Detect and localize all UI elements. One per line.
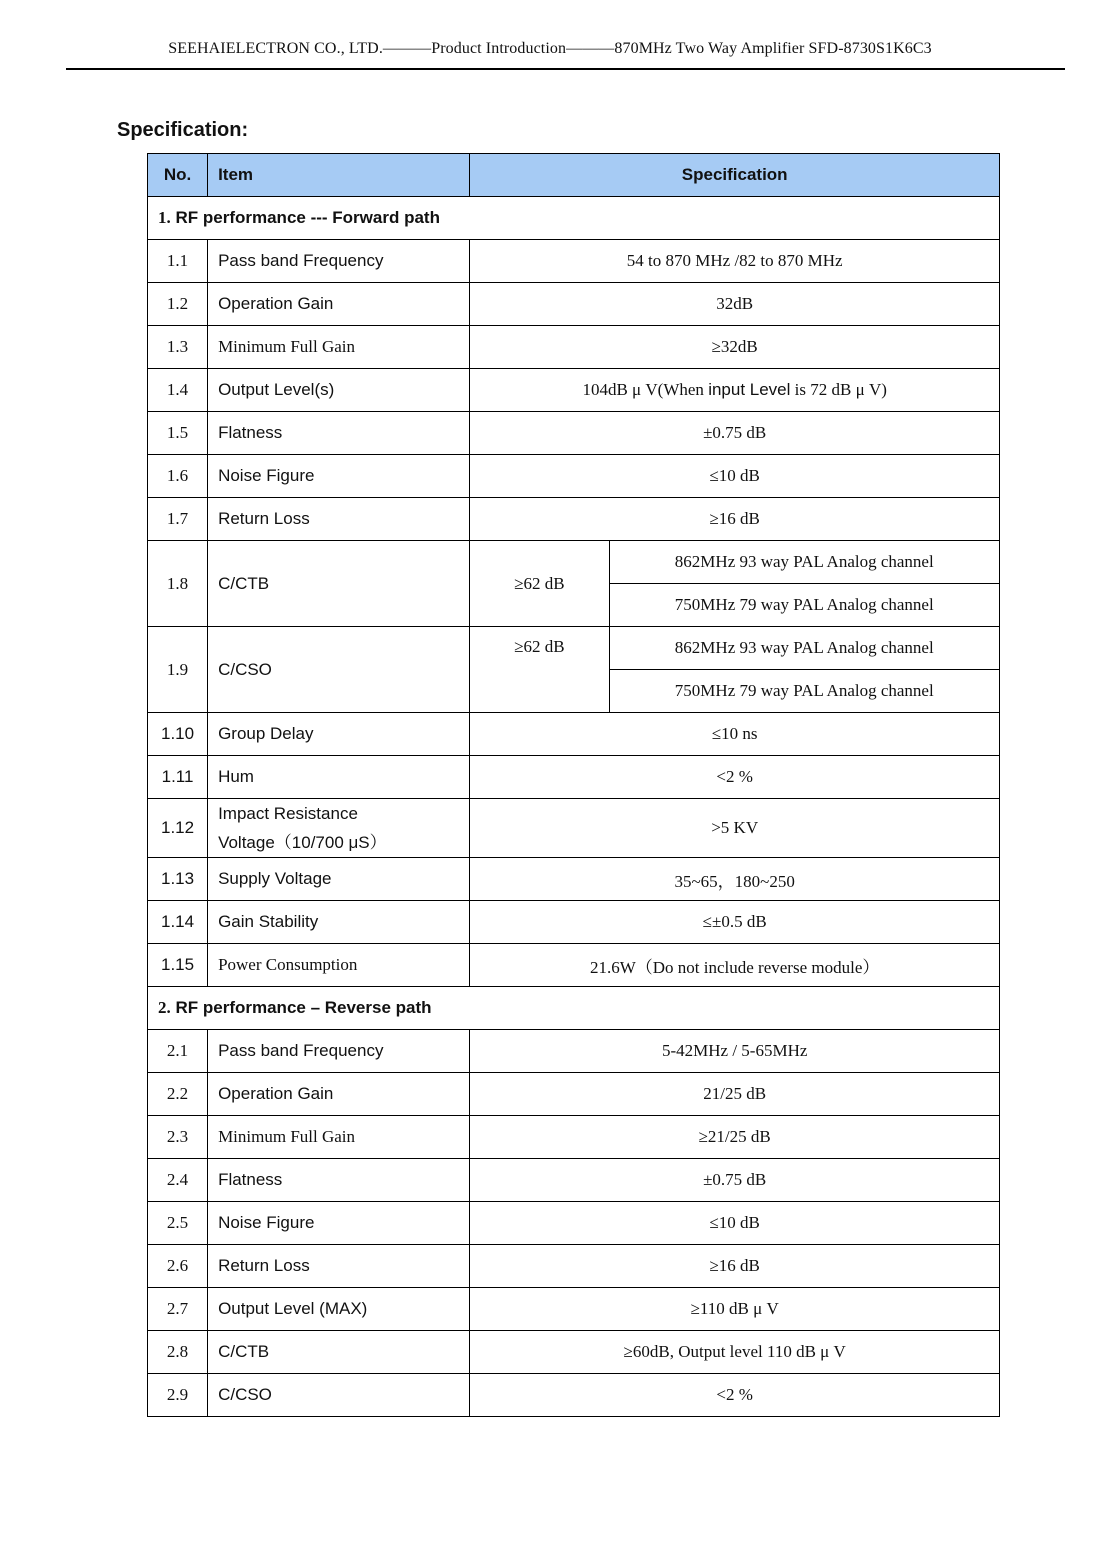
row-spec: ≥16 dB [470, 1245, 1000, 1288]
row-value: ≥62 dB [470, 627, 609, 713]
table-row [148, 713, 1000, 756]
table-row [148, 1116, 1000, 1159]
row-item: Hum [208, 756, 470, 799]
page-header: SEEHAIELECTRON CO., LTD.———Product Introduction———870MHz Two Way Amplifier SFD-8730S1K6C3 [168, 40, 932, 57]
table-row [148, 901, 1000, 944]
row-spec: ≤±0.5 dB [470, 901, 1000, 944]
row-item [208, 799, 470, 858]
table-row [148, 858, 1000, 901]
table-row [148, 369, 1000, 412]
row-number: 2.6 [148, 1245, 208, 1288]
row-spec: >5 KV [470, 799, 1000, 858]
table-row [148, 1073, 1000, 1116]
row-condition: 750MHz 79 way PAL Analog channel [609, 584, 999, 627]
row-number: 2.1 [148, 1030, 208, 1073]
section-row-forward [148, 197, 1000, 240]
table-row [148, 1159, 1000, 1202]
row-condition: 750MHz 79 way PAL Analog channel [609, 670, 999, 713]
row-spec: ≥60dB, Output level 110 dB μ V [470, 1331, 1000, 1374]
table-row [148, 498, 1000, 541]
table-row [148, 326, 1000, 369]
table-row [148, 412, 1000, 455]
row-spec: ±0.75 dB [470, 1159, 1000, 1202]
row-number: 1.6 [148, 455, 208, 498]
row-number: 1.7 [148, 498, 208, 541]
section-title: Specification: [117, 119, 249, 141]
table-row [148, 283, 1000, 326]
row-number: 1.8 [148, 541, 208, 627]
section-number: 2. [158, 998, 171, 1017]
table-row [148, 627, 1000, 670]
table-row [148, 1245, 1000, 1288]
row-item: Flatness [208, 412, 470, 455]
row-spec: <2 % [470, 756, 1000, 799]
row-spec: 5-42MHz / 5-65MHz [470, 1030, 1000, 1073]
row-spec: 21/25 dB [470, 1073, 1000, 1116]
row-spec [470, 369, 1000, 412]
row-number: 1.2 [148, 283, 208, 326]
table-header-row [148, 154, 1000, 197]
row-number: 1.1 [148, 240, 208, 283]
row-number: 2.7 [148, 1288, 208, 1331]
row-number: 1.5 [148, 412, 208, 455]
row-item: C/CTB [208, 1331, 470, 1374]
row-item: Minimum Full Gain [208, 1116, 470, 1159]
row-item: Supply Voltage [208, 858, 470, 901]
row-spec: <2 % [470, 1374, 1000, 1417]
table-row [148, 1288, 1000, 1331]
row-number: 1.12 [148, 799, 208, 858]
row-number: 1.14 [148, 901, 208, 944]
row-item: Power Consumption [208, 944, 470, 987]
row-item: C/CSO [208, 627, 470, 713]
row-item: Noise Figure [208, 455, 470, 498]
row-item: Output Level (MAX) [208, 1288, 470, 1331]
row-number: 2.5 [148, 1202, 208, 1245]
table-row [148, 240, 1000, 283]
row-item-line: Impact Resistance [218, 804, 358, 823]
table-row [148, 944, 1000, 987]
specification-table [147, 153, 1000, 1417]
row-item: C/CSO [208, 1374, 470, 1417]
row-item: Return Loss [208, 498, 470, 541]
row-item: C/CTB [208, 541, 470, 627]
row-number: 1.3 [148, 326, 208, 369]
row-spec: ≥32dB [470, 326, 1000, 369]
section-row-reverse [148, 987, 1000, 1030]
row-number: 1.11 [148, 756, 208, 799]
row-number: 2.3 [148, 1116, 208, 1159]
row-condition: 862MHz 93 way PAL Analog channel [609, 541, 999, 584]
row-number: 2.4 [148, 1159, 208, 1202]
header-divider [66, 68, 1065, 70]
table-row [148, 799, 1000, 858]
row-item: Minimum Full Gain [208, 326, 470, 369]
row-spec: 21.6W（Do not include reverse module） [470, 944, 1000, 987]
row-item: Group Delay [208, 713, 470, 756]
row-spec: 35~65，180~250 [470, 858, 1000, 901]
row-item: Gain Stability [208, 901, 470, 944]
spec-part: 104dB μ V(When [582, 380, 709, 399]
header-no: No. [148, 154, 208, 197]
spec-part: is 72 dB μ V) [790, 380, 887, 399]
header-item: Item [208, 154, 470, 197]
row-number: 2.8 [148, 1331, 208, 1374]
row-item: Pass band Frequency [208, 1030, 470, 1073]
row-number: 1.10 [148, 713, 208, 756]
row-spec: ≥110 dB μ V [470, 1288, 1000, 1331]
header-specification: Specification [470, 154, 1000, 197]
row-spec: ≤10 dB [470, 1202, 1000, 1245]
table-row [148, 541, 1000, 584]
row-number: 2.2 [148, 1073, 208, 1116]
table-row [148, 1331, 1000, 1374]
row-item: Return Loss [208, 1245, 470, 1288]
table-row [148, 1202, 1000, 1245]
section-number: 1. [158, 208, 171, 227]
table-row [148, 455, 1000, 498]
row-item: Operation Gain [208, 1073, 470, 1116]
row-number: 1.4 [148, 369, 208, 412]
row-item: Flatness [208, 1159, 470, 1202]
row-spec: 32dB [470, 283, 1000, 326]
row-item: Output Level(s) [208, 369, 470, 412]
section-label: RF performance --- Forward path [175, 208, 440, 227]
table-row [148, 1030, 1000, 1073]
section-label: RF performance – Reverse path [175, 998, 432, 1017]
row-number: 1.13 [148, 858, 208, 901]
row-item: Operation Gain [208, 283, 470, 326]
table-row [148, 756, 1000, 799]
spec-part: input Level [708, 380, 791, 399]
row-value: ≥62 dB [470, 541, 609, 627]
row-condition: 862MHz 93 way PAL Analog channel [609, 627, 999, 670]
row-number: 2.9 [148, 1374, 208, 1417]
row-spec: ≤10 dB [470, 455, 1000, 498]
row-item-line: Voltage（10/700 μS） [218, 833, 387, 852]
row-spec: ≥21/25 dB [470, 1116, 1000, 1159]
row-spec: ≥16 dB [470, 498, 1000, 541]
row-number: 1.9 [148, 627, 208, 713]
row-spec: ±0.75 dB [470, 412, 1000, 455]
table-row [148, 1374, 1000, 1417]
row-spec: ≤10 ns [470, 713, 1000, 756]
row-number: 1.15 [148, 944, 208, 987]
row-item: Pass band Frequency [208, 240, 470, 283]
row-spec: 54 to 870 MHz /82 to 870 MHz [470, 240, 1000, 283]
row-item: Noise Figure [208, 1202, 470, 1245]
